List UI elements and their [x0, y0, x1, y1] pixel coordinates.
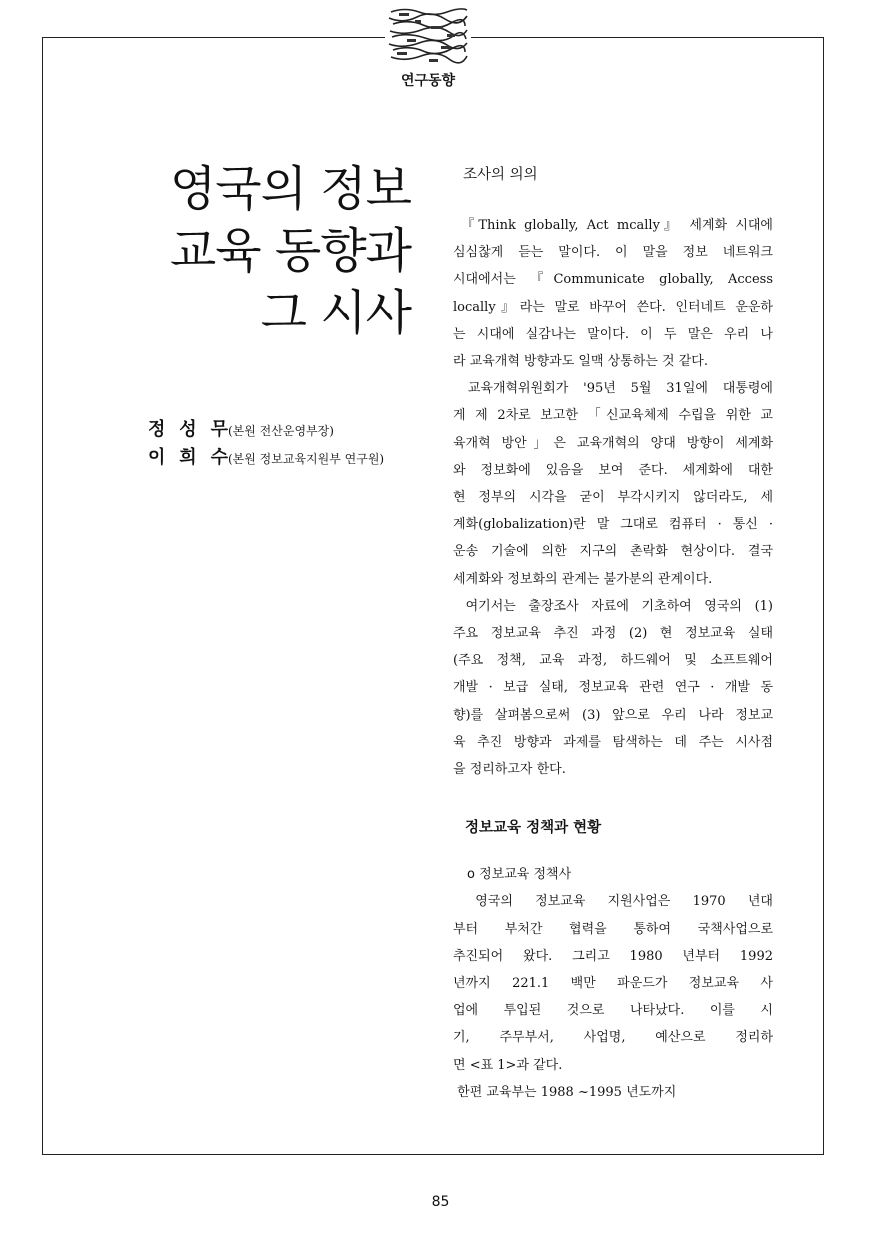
text-line: locally』라는 말로 바꾸어 쓴다. 인터네트 운운하 [453, 299, 773, 315]
text-line: 영국의 정보교육 지원사업은 1970 년대 [453, 894, 773, 910]
author-affiliation: (본원 전산운영부장) [228, 424, 334, 438]
text-line: 현 정부의 시각을 굳이 부각시키지 않더라도, 세 [453, 490, 773, 506]
paragraph [453, 212, 773, 375]
author [148, 415, 384, 443]
text-line: 운송 기술에 의한 지구의 촌락화 현상이다. 결국 [453, 544, 773, 560]
author-name: 이 희 수 [148, 447, 228, 468]
section-label: 연구동향 [385, 70, 471, 90]
author-name: 정 성 무 [148, 419, 228, 440]
text-line: 을 정리하고자 한다. [453, 762, 566, 778]
section-heading: 조사의 의의 [463, 167, 538, 183]
text-line: 세계화와 정보화의 관계는 불가분의 관계이다. [453, 571, 713, 587]
paragraph [453, 1079, 773, 1106]
text-line: 심심찮게 듣는 말이다. 이 말을 정보 네트워크 [453, 245, 773, 261]
author [148, 443, 384, 471]
paragraph [453, 888, 773, 1078]
text-line: 향)를 살펴봄으로써 (3) 앞으로 우리 나라 정보교 [453, 707, 773, 723]
article-title [170, 158, 411, 344]
text-line: 기, 주무부서, 사업명, 예산으로 정리하 [453, 1030, 773, 1046]
text-line: 여기서는 출장조사 자료에 기초하여 영국의 (1) [453, 598, 773, 614]
page-number: 85 [431, 1194, 450, 1210]
text-line: 교육개혁위원회가 '95년 5월 31일에 대통령에 [453, 381, 773, 397]
text-line: 업에 투입된 것으로 나타났다. 이를 시 [453, 1003, 773, 1019]
text-line: 육개혁 방안」은 교육개혁의 양대 방향이 세계화 [453, 435, 773, 451]
paragraph [453, 593, 773, 783]
body-column [453, 160, 773, 1106]
text-line: 육 추진 방향과 과제를 탐색하는 데 주는 시사점 [453, 734, 773, 750]
title-line: 그 시사 [260, 285, 411, 341]
text-line: 년까지 221.1 백만 파운드가 정보교육 사 [453, 976, 773, 992]
text-line: 면 <표 1>과 같다. [453, 1057, 563, 1073]
author-affiliation: (본원 정보교육지원부 연구원) [228, 452, 385, 466]
title-line: 영국의 정보 [169, 161, 411, 217]
text-line: 한편 교육부는 1988 ~1995 년도까지 [453, 1084, 677, 1100]
section-heading: 정보교육 정책과 현황 [465, 820, 602, 837]
text-line: 주요 정보교육 추진 과정 (2) 현 정보교육 실태 [453, 626, 773, 642]
text-line: 라 교육개혁 방향과도 일맥 상통하는 것 같다. [453, 354, 708, 370]
text-line: 개발 · 보급 실태, 정보교육 관련 연구 · 개발 동 [453, 680, 773, 696]
text-line: 게 제 2차로 보고한 「신교육체제 수립을 위한 교 [453, 408, 773, 424]
text-line: 추진되어 왔다. 그리고 1980 년부터 1992 [453, 948, 773, 964]
text-line: 『Think globally, Act mcally』 세계화 시대에 [453, 218, 773, 233]
author-list [148, 415, 384, 471]
title-line: 교육 동향과 [169, 223, 411, 279]
text-line: (주요 정책, 교육 과정, 하드웨어 및 소프트웨어 [453, 653, 773, 669]
text-line: 는 시대에 실감나는 말이다. 이 두 말은 우리 나 [453, 326, 773, 342]
paragraph [453, 375, 773, 593]
subheading: o 정보교육 정책사 [467, 867, 572, 883]
section-logo-icon [385, 4, 471, 66]
text-line: 시대에서는 『Communicate globally, Access [453, 272, 773, 288]
text-line: 부터 부처간 협력을 통하여 국책사업으로 [453, 921, 773, 937]
text-line: 와 정보화에 있음을 보여 준다. 세계화에 대한 [453, 462, 773, 478]
text-line: 계화(globalization)란 말 그대로 컴퓨터 · 통신 · [453, 517, 773, 533]
